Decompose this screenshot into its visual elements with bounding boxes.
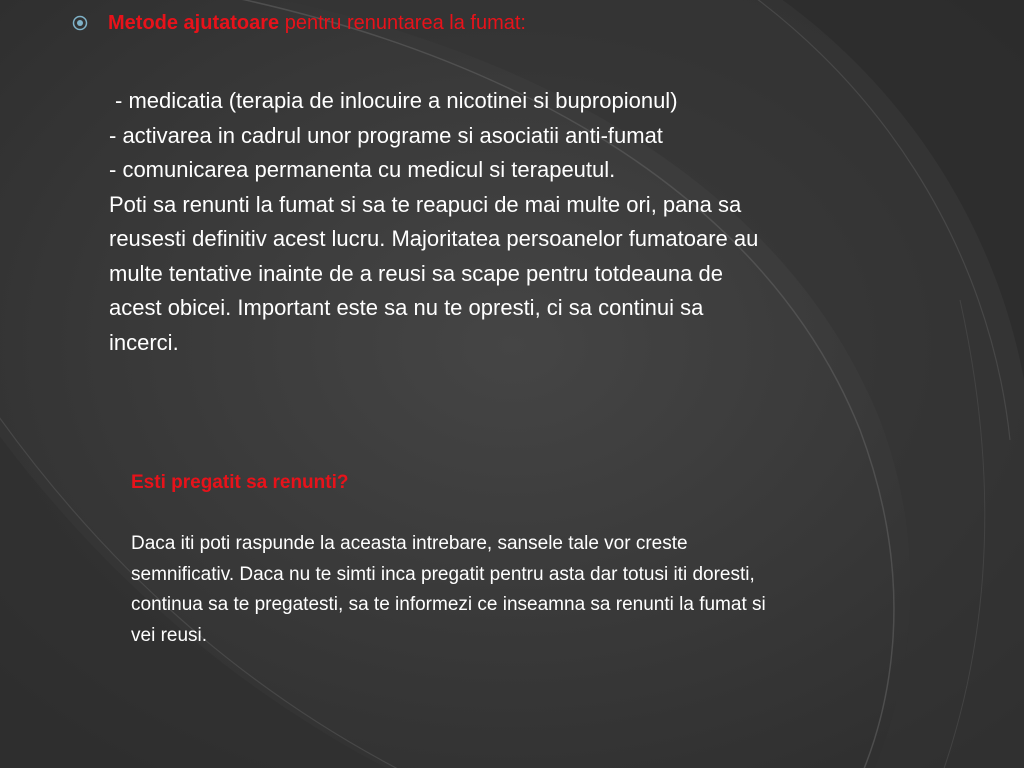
heading-row: [70, 8, 970, 38]
body-line: reusesti definitiv acest lucru. Majoritatea persoanelor fumatoare au: [109, 226, 759, 251]
body-line: - medicatia (terapia de inlocuire a nicotinei si bupropionul): [115, 88, 678, 113]
heading-bold-text: Metode ajutatoare: [108, 12, 280, 34]
callout-line: Daca iti poti raspunde la aceasta intrebare, sansele tale vor creste: [131, 533, 688, 554]
body-line: - activarea in cadrul unor programe si asociatii anti-fumat: [109, 122, 663, 148]
callout-spacer: [131, 499, 1011, 530]
callout-line: semnificativ. Daca nu te simti inca pregatit pentru asta dar totusi iti doresti,: [131, 563, 755, 585]
heading-rest-text: pentru renuntarea la fumat:: [279, 12, 526, 34]
body-line: Poti sa renunti la fumat si sa te reapuci de mai multe ori, pana sa: [109, 191, 742, 217]
body-text: [109, 84, 989, 360]
body-line: incerci.: [109, 329, 179, 355]
slide-heading: [108, 8, 526, 38]
callout-line: vei reusi.: [131, 624, 208, 646]
circled-dot-icon: [70, 13, 90, 33]
callout-box: [131, 468, 1011, 651]
callout-title: Esti pregatit sa renunti?: [131, 472, 349, 493]
callout-line: continua sa te pregatesti, sa te informezi ce inseamna sa renunti la fumat si: [131, 594, 766, 615]
body-line: multe tentative inainte de a reusi sa scape pentru totdeauna de: [109, 260, 723, 286]
body-line: - comunicarea permanenta cu medicul si terapeutul.: [109, 157, 616, 182]
body-line: acest obicei. Important este sa nu te opresti, ci sa continui sa: [109, 295, 704, 320]
